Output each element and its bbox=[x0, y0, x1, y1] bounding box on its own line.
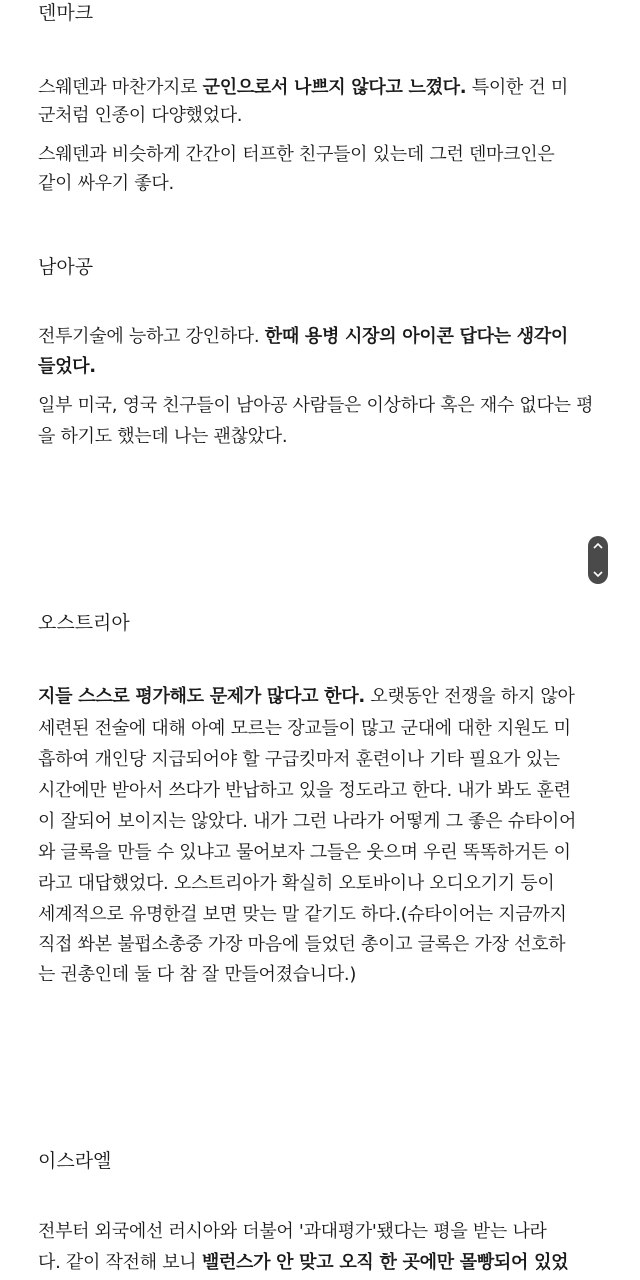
body-text: 전투기술에 능하고 강인하다. bbox=[38, 326, 265, 347]
paragraph-line bbox=[38, 932, 565, 958]
body-text: 와 글록을 만들 수 있냐고 물어보자 그들은 웃으며 우린 똑똑하거든 이 bbox=[38, 842, 571, 863]
paragraph-line bbox=[38, 354, 96, 380]
section-heading-israel: 이스라엘 bbox=[38, 1150, 112, 1172]
body-text: 라고 대답했었다. 오스트리아가 확실히 오토바이나 오디오기기 등이 bbox=[38, 873, 555, 894]
body-text: 스웨덴과 마찬가지로 bbox=[38, 77, 203, 98]
paragraph-line bbox=[38, 324, 568, 350]
paragraph-line bbox=[38, 684, 575, 710]
emphasis-text: 밸런스가 안 맞고 오직 한 곳에만 몰빵되어 있었 bbox=[201, 1252, 569, 1273]
paragraph-line bbox=[38, 171, 174, 197]
body-text: 전부터 외국에선 러시아와 더불어 '과대평가'됐다는 평을 받는 나라 bbox=[38, 1221, 547, 1242]
scroll-control[interactable] bbox=[588, 536, 608, 584]
body-text: 직접 쏴본 불펍소총중 가장 마음에 들었던 총이고 글록은 가장 선호하 bbox=[38, 934, 566, 955]
section-heading-south-africa: 남아공 bbox=[38, 256, 94, 278]
paragraph-line bbox=[38, 809, 576, 835]
emphasis-text: 들었다. bbox=[38, 356, 96, 377]
emphasis-text: 한때 용병 시장의 아이콘 답다는 생각이 bbox=[264, 326, 568, 347]
section-heading-austria: 오스트리아 bbox=[38, 612, 130, 634]
chevron-up-icon[interactable] bbox=[593, 542, 603, 549]
paragraph-line bbox=[38, 840, 571, 866]
body-text: 시간에만 받아서 쓰다가 반납하고 있을 정도라고 한다. 내가 봐도 훈련 bbox=[38, 780, 571, 801]
body-text: 는 권총인데 둘 다 참 잘 만들어졌습니다.) bbox=[38, 964, 357, 985]
paragraph-line bbox=[38, 142, 554, 168]
body-text: 세련된 전술에 대해 아예 모르는 장교들이 많고 군대에 대한 지원도 미 bbox=[38, 718, 571, 739]
paragraph-line bbox=[38, 716, 571, 742]
paragraph-line bbox=[38, 393, 593, 419]
paragraph-line bbox=[38, 103, 242, 129]
emphasis-text: 지들 스스로 평가해도 문제가 많다고 한다. bbox=[38, 686, 365, 707]
chevron-down-icon[interactable] bbox=[593, 571, 603, 578]
body-text: 스웨덴과 비슷하게 간간이 터프한 친구들이 있는데 그런 덴마크인은 bbox=[38, 144, 555, 165]
body-text: 을 하기도 했는데 나는 괜찮았다. bbox=[38, 426, 288, 447]
paragraph-line bbox=[38, 962, 356, 988]
paragraph-line bbox=[38, 871, 554, 897]
body-text: 다. 같이 작전해 보니 bbox=[38, 1252, 202, 1273]
body-text: 오랫동안 전쟁을 하지 않아 bbox=[364, 686, 575, 707]
body-text: 흡하여 개인당 지급되어야 할 구급킷마저 훈련이나 기타 필요가 있는 bbox=[38, 749, 560, 770]
emphasis-text: 군인으로서 나쁘지 않다고 느꼈다. bbox=[202, 77, 467, 98]
paragraph-line bbox=[38, 902, 567, 928]
paragraph-line bbox=[38, 1250, 568, 1276]
paragraph-line bbox=[38, 747, 560, 773]
body-text: 일부 미국, 영국 친구들이 남아공 사람들은 이상하다 혹은 재수 없다는 평 bbox=[38, 395, 594, 416]
body-text: 군처럼 인종이 다양했었다. bbox=[38, 105, 243, 126]
body-text: 같이 싸우기 좋다. bbox=[38, 173, 174, 194]
section-heading-denmark: 덴마크 bbox=[38, 2, 94, 24]
paragraph-line bbox=[38, 1219, 547, 1245]
body-text: 이 잘되어 보이지는 않았다. 내가 그런 나라가 어떻게 그 좋은 슈타이어 bbox=[38, 811, 577, 832]
paragraph-line bbox=[38, 778, 571, 804]
paragraph-line bbox=[38, 75, 568, 101]
paragraph-line bbox=[38, 424, 287, 450]
body-text: 세계적으로 유명한걸 보면 맞는 말 같기도 하다.(슈타이어는 지금까지 bbox=[38, 904, 567, 925]
body-text: 특이한 건 미 bbox=[466, 77, 569, 98]
